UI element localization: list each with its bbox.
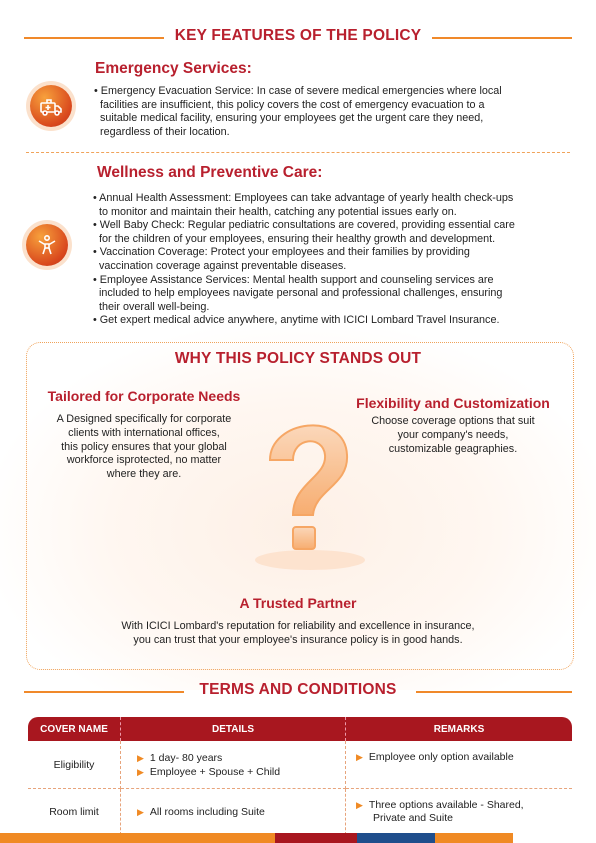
wellness-person-icon [26,224,68,266]
text-line: customizable geagraphies. [388,442,518,455]
terms-title: TERMS AND CONDITIONS [199,681,397,698]
bullet-line: • Get expert medical advice anywhere, anytime with ICICI Lombard Travel Insurance. [93,314,500,327]
terms-header [0,681,596,703]
emergency-bullets [94,85,502,139]
arrow-icon: ▶ [137,806,144,817]
arrow-icon: ▶ [137,752,144,763]
wellness-bullets [93,192,515,328]
cover-name-cell: Room limit [28,789,121,835]
remarks-cell [346,789,572,835]
ambulance-icon [30,85,72,127]
tailored-text [34,413,254,482]
detail-text: 1 day- 80 years [149,751,223,764]
trusted-title: A Trusted Partner [239,595,357,611]
text-line: your company's needs, [397,428,509,441]
terms-table [28,717,572,835]
text-line: With ICICI Lombard's reputation for reliability and excellence in insurance, [121,620,475,632]
bullet-line: vaccination coverage against preventable diseases. [99,259,347,272]
remark-text: Three options available - Shared, [368,798,524,811]
detail-text: All rooms including Suite [149,805,265,818]
bullet-line: for the children of your employees, ensuring their healthy growth and development. [99,232,496,245]
bullet-line: facilities are insufficient, this policy covers the cost of emergency evacuation to a [100,98,485,111]
text-line: you can trust that your employee's insurance policy is in good hands. [133,633,463,646]
remarks-cell [346,741,572,789]
tailored-title: Tailored for Corporate Needs [47,388,241,404]
text-line: this policy ensures that your global [61,440,227,453]
bullet-line: suitable medical facility, ensuring your employees get the urgent care they need, [100,112,484,125]
bullet-line: their overall well-being. [99,300,210,313]
text-line: workforce isprotected, no matter [66,454,222,467]
bullet-line: • Annual Health Assessment: Employees can take advantage of yearly health check-ups [93,192,514,204]
arrow-icon: ▶ [356,752,363,762]
text-line: Choose coverage options that suit [371,415,535,427]
footer-bar-red [275,833,357,843]
bullet-line: • Emergency Evacuation Service: In case of severe medical emergencies where local [94,85,502,97]
bullet-line: • Well Baby Check: Regular pediatric consultations are covered, providing essential care [93,219,515,232]
text-line: where they are. [106,468,182,481]
details-cell [121,741,346,789]
flexibility-title: Flexibility and Customization [356,395,550,411]
footer-bar-blue [357,833,435,843]
bullet-line: regardless of their location. [100,125,230,138]
detail-text: Employee + Spouse + Child [149,765,281,778]
remark-text: Employee only option available [368,751,514,763]
footer-bar-orange-2 [435,833,513,843]
bullet-line: • Vaccination Coverage: Protect your employees and their families by providing [93,246,470,259]
remark-text: Private and Suite [373,811,453,824]
bullet-line: • Employee Assistance Services: Mental health support and counseling services are [93,273,494,286]
column-header: COVER NAME [28,717,121,741]
why-title: WHY THIS POLICY STANDS OUT [174,350,422,367]
table-header-row [28,717,572,741]
divider [26,152,570,153]
flexibility-text [343,415,563,456]
table-row [28,741,572,789]
arrow-icon: ▶ [356,799,363,810]
key-features-header [0,27,596,49]
why-header [0,350,596,372]
column-header: REMARKS [346,717,572,741]
bullet-line: to monitor and maintain their health, catching any potential issues early on. [99,205,457,218]
footer-bar-orange [0,833,275,843]
text-line: clients with international offices, [68,426,220,439]
bullet-line: included to help employees navigate personal and professional challenges, ensuring [99,287,503,300]
footer-bar-white [513,833,596,843]
details-cell [121,789,346,835]
wellness-title: Wellness and Preventive Care: [97,164,323,181]
cover-name-cell: Eligibility [28,741,121,789]
key-features-title: KEY FEATURES OF THE POLICY [174,27,422,44]
trusted-text [48,620,548,648]
emergency-services-title: Emergency Services: [95,60,252,77]
arrow-icon: ▶ [137,766,144,777]
table-row [28,789,572,835]
column-header: DETAILS [121,717,346,741]
text-line: A Designed specifically for corporate [56,413,232,425]
